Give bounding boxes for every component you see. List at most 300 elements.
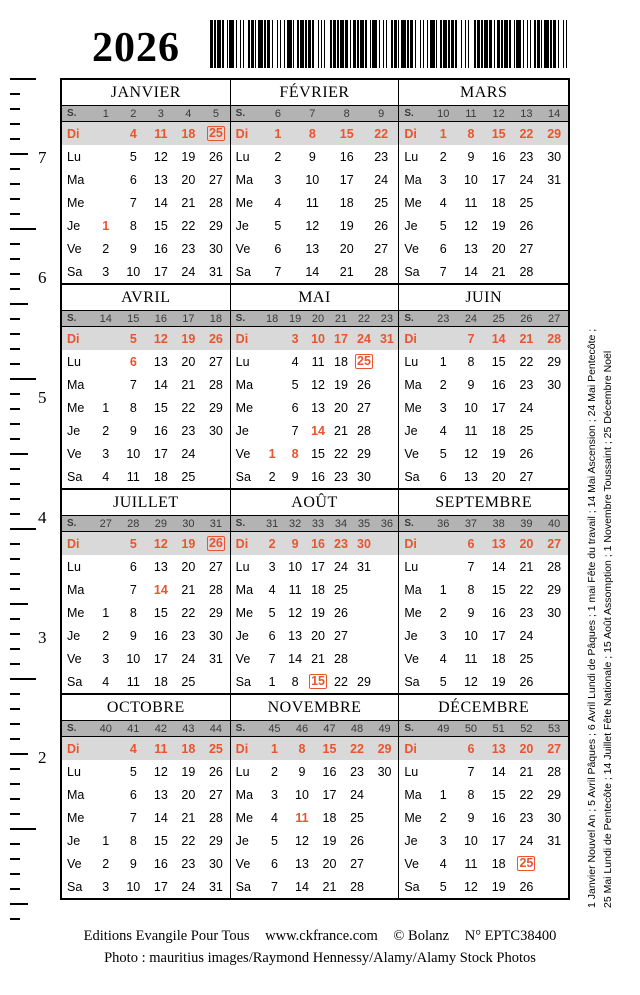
ruler-tick — [10, 273, 20, 275]
ruler-tick — [10, 663, 20, 665]
date-cell: 18 — [339, 195, 354, 210]
date-cell: 3 — [102, 446, 110, 461]
date-cell — [92, 788, 120, 802]
day-name: Je — [67, 628, 81, 643]
date-cell: 1 — [102, 400, 110, 415]
week-number: 33 — [311, 517, 325, 530]
week-number: 43 — [182, 722, 195, 735]
ruler-tick — [10, 348, 20, 350]
date-cell — [540, 447, 568, 461]
holiday-date: 19 — [181, 331, 196, 346]
date-cell — [92, 811, 120, 825]
date-cell: 22 — [181, 400, 196, 415]
date-cell — [375, 355, 398, 369]
date-cell: 11 — [126, 674, 140, 689]
date-cell: 11 — [464, 195, 478, 210]
date-cell: 21 — [334, 423, 348, 438]
date-cell — [540, 742, 568, 756]
date-cell: 6 — [129, 559, 137, 574]
date-cell — [352, 537, 375, 551]
date-cell — [261, 355, 284, 369]
week-number: 5 — [212, 107, 219, 120]
day-row — [399, 601, 568, 624]
holiday-date: 30 — [357, 536, 371, 551]
day-row — [231, 350, 399, 373]
date-cell — [371, 811, 399, 825]
holiday-date: 5 — [129, 331, 137, 346]
date-cell — [513, 332, 541, 346]
date-cell — [175, 127, 203, 141]
date-cell — [92, 583, 120, 597]
holiday-date: 20 — [519, 741, 534, 756]
date-cell: 19 — [181, 764, 196, 779]
day-name: Ma — [67, 377, 85, 392]
photo-credit: Photo : mauritius images/Raymond Hennessy/Alamy/Alamy Stock Photos — [104, 950, 536, 966]
holiday-date: 23 — [334, 536, 348, 551]
date-cell: 18 — [334, 354, 348, 369]
date-cell: 1 — [102, 833, 110, 848]
date-cell: 2 — [439, 605, 447, 620]
week-number: 27 — [99, 517, 112, 530]
date-cell — [330, 332, 353, 346]
date-cell: 6 — [291, 400, 299, 415]
date-cell — [540, 470, 568, 484]
date-cell: 23 — [519, 149, 534, 164]
holiday-date: 8 — [308, 126, 316, 141]
holiday-date: 14 — [491, 331, 506, 346]
ruler-tick — [10, 648, 20, 650]
date-cell: 19 — [334, 377, 348, 392]
date-cell — [352, 583, 375, 597]
day-row — [62, 214, 230, 237]
week-number: 31 — [209, 517, 223, 530]
week-number: 39 — [520, 517, 533, 530]
date-cell: 26 — [519, 879, 534, 894]
day-name: Sa — [404, 264, 420, 279]
date-cell — [284, 332, 307, 346]
date-cell — [540, 401, 568, 415]
date-cell: 3 — [102, 879, 110, 894]
ruler-tick — [10, 453, 28, 455]
date-cell: 20 — [181, 787, 196, 802]
day-row — [62, 191, 230, 214]
date-cell — [261, 378, 284, 392]
date-cell — [540, 219, 568, 233]
week-label: S. — [404, 723, 414, 734]
quarter-block — [62, 285, 568, 490]
date-cell: 16 — [311, 469, 325, 484]
date-cell — [485, 742, 513, 756]
holiday-date: 15 — [339, 126, 354, 141]
date-cell — [375, 560, 398, 574]
date-cell — [429, 765, 457, 779]
date-cell — [375, 378, 398, 392]
date-cell: 3 — [439, 833, 447, 848]
ruler-tick — [10, 438, 20, 440]
week-number: 52 — [520, 722, 533, 735]
date-cell: 27 — [208, 354, 223, 369]
ruler-tick — [10, 258, 20, 260]
day-row — [399, 214, 568, 237]
day-row — [62, 760, 230, 783]
holiday-date: 26 — [208, 331, 223, 346]
date-cell: 10 — [126, 446, 141, 461]
week-number: 37 — [464, 517, 478, 530]
date-cell: 12 — [463, 218, 478, 233]
date-cell — [120, 742, 148, 756]
date-cell: 2 — [102, 856, 110, 871]
date-cell: 30 — [377, 764, 392, 779]
ruler-label: 2 — [38, 748, 47, 767]
date-cell: 26 — [208, 149, 223, 164]
date-cell: 29 — [208, 833, 223, 848]
week-label: S. — [235, 518, 246, 529]
date-cell: 24 — [334, 559, 348, 574]
week-number: 1 — [102, 107, 109, 120]
date-cell: 19 — [491, 218, 506, 233]
ruler-tick — [10, 798, 20, 800]
day-row — [399, 373, 568, 396]
date-cell — [352, 652, 375, 666]
day-row — [399, 852, 568, 875]
date-cell: 30 — [208, 856, 223, 871]
date-cell: 9 — [129, 423, 137, 438]
week-number: 12 — [492, 107, 505, 120]
date-cell — [457, 537, 485, 551]
date-cell — [375, 629, 398, 643]
date-cell — [375, 652, 398, 666]
week-number: 50 — [464, 722, 478, 735]
date-cell: 13 — [153, 787, 168, 802]
date-cell — [429, 537, 457, 551]
holiday-date: 15 — [491, 126, 506, 141]
date-cell: 16 — [491, 149, 506, 164]
date-cell — [540, 242, 568, 256]
holiday-date: 29 — [377, 741, 392, 756]
holiday-date: 4 — [129, 126, 137, 141]
date-cell: 30 — [208, 423, 223, 438]
date-cell: 11 — [305, 195, 319, 210]
month-title: DÉCEMBRE — [399, 695, 568, 721]
day-name: Ve — [235, 446, 251, 461]
date-cell: 13 — [153, 172, 168, 187]
date-cell — [261, 127, 295, 141]
day-row — [231, 555, 399, 578]
month-octobre — [62, 695, 231, 898]
day-row — [399, 783, 568, 806]
date-cell: 3 — [270, 787, 278, 802]
date-cell: 14 — [153, 195, 168, 210]
date-cell: 12 — [153, 149, 168, 164]
date-cell — [371, 742, 399, 756]
day-name: Je — [404, 628, 418, 643]
date-cell: 8 — [129, 833, 137, 848]
date-cell: 8 — [467, 582, 475, 597]
holiday-date: 21 — [519, 331, 534, 346]
ruler-tick — [10, 303, 28, 305]
date-cell: 7 — [274, 264, 282, 279]
holiday-date: 22 — [350, 741, 364, 756]
date-cell: 20 — [322, 856, 337, 871]
day-row — [62, 260, 230, 283]
week-label: S. — [235, 108, 246, 119]
month-title: OCTOBRE — [62, 695, 230, 721]
date-cell: 19 — [322, 833, 337, 848]
week-number: 27 — [548, 312, 561, 325]
date-cell: 23 — [181, 241, 196, 256]
day-row — [62, 122, 230, 145]
day-name: Di — [67, 536, 80, 551]
day-name: Lu — [235, 559, 250, 574]
date-cell: 12 — [463, 674, 478, 689]
day-name: Ma — [67, 582, 85, 597]
week-numbers-row — [399, 516, 568, 532]
day-name: Ve — [404, 651, 419, 666]
date-cell: 17 — [153, 446, 168, 461]
date-cell: 30 — [357, 469, 371, 484]
date-cell — [147, 742, 175, 756]
day-row — [399, 191, 568, 214]
day-name: Ve — [404, 241, 419, 256]
holiday-date: 18 — [181, 741, 196, 756]
date-cell: 17 — [491, 628, 506, 643]
date-cell: 27 — [374, 241, 389, 256]
day-row — [62, 350, 230, 373]
date-cell: 14 — [491, 559, 506, 574]
ruler-tick — [10, 528, 36, 530]
date-cell: 26 — [208, 764, 223, 779]
date-cell: 6 — [270, 856, 278, 871]
date-cell: 29 — [208, 400, 223, 415]
date-cell: 15 — [491, 582, 506, 597]
day-name: Sa — [235, 879, 251, 894]
ruler-label: 3 — [38, 628, 47, 647]
date-cell — [202, 126, 230, 141]
date-cell: 18 — [311, 582, 325, 597]
date-cell — [175, 742, 203, 756]
date-cell — [371, 834, 399, 848]
day-row — [399, 829, 568, 852]
date-cell: 21 — [519, 764, 534, 779]
date-cell — [375, 332, 398, 346]
date-cell: 22 — [181, 218, 196, 233]
day-name: Me — [404, 400, 422, 415]
website-link[interactable]: www.ckfrance.com — [265, 928, 378, 944]
holiday-date: 15 — [322, 741, 337, 756]
day-name: Di — [235, 536, 249, 551]
date-cell — [202, 332, 230, 346]
day-name: Sa — [404, 879, 420, 894]
date-cell: 18 — [491, 856, 506, 871]
date-cell: 24 — [519, 172, 534, 187]
week-label: S. — [404, 108, 414, 119]
date-cell: 21 — [322, 879, 337, 894]
date-cell — [120, 355, 148, 369]
date-cell: 20 — [334, 400, 348, 415]
day-name: Lu — [67, 149, 81, 164]
day-row — [399, 806, 568, 829]
month-mai — [231, 285, 400, 488]
date-cell: 31 — [547, 172, 562, 187]
day-name: Di — [404, 536, 417, 551]
ruler-tick — [10, 873, 20, 875]
day-row — [399, 624, 568, 647]
date-cell: 22 — [519, 582, 534, 597]
day-row — [231, 442, 399, 465]
day-row — [62, 624, 230, 647]
date-cell — [307, 674, 330, 689]
week-number: 9 — [378, 107, 385, 120]
date-cell: 2 — [102, 423, 110, 438]
week-number: 4 — [185, 107, 192, 120]
date-cell: 22 — [519, 354, 534, 369]
month-title: JANVIER — [62, 80, 230, 106]
ruler-tick — [10, 393, 20, 395]
date-cell — [540, 424, 568, 438]
day-row — [399, 532, 568, 555]
date-cell: 4 — [270, 810, 278, 825]
day-row — [62, 373, 230, 396]
date-cell: 26 — [374, 218, 389, 233]
day-name: Lu — [67, 559, 81, 574]
date-cell: 20 — [181, 559, 196, 574]
date-cell: 30 — [208, 241, 223, 256]
holiday-date: 11 — [295, 810, 309, 825]
date-cell: 23 — [181, 856, 196, 871]
date-cell: 29 — [547, 582, 562, 597]
date-cell: 29 — [208, 218, 223, 233]
day-row — [62, 396, 230, 419]
date-cell — [330, 537, 353, 551]
day-row — [231, 373, 399, 396]
day-row — [231, 168, 399, 191]
reference-label: N° EPTC38400 — [464, 928, 557, 944]
day-name: Me — [404, 195, 422, 210]
date-cell: 23 — [374, 149, 389, 164]
week-number: 6 — [274, 107, 281, 120]
ruler-tick — [10, 168, 20, 170]
date-cell: 15 — [491, 354, 506, 369]
day-row — [399, 760, 568, 783]
holiday-date: 14 — [153, 582, 168, 597]
month-août — [231, 490, 400, 693]
date-cell: 11 — [464, 423, 478, 438]
date-cell — [92, 173, 120, 187]
date-cell — [540, 332, 568, 346]
holiday-date: 1 — [439, 126, 447, 141]
ruler-tick — [10, 588, 20, 590]
week-number: 23 — [380, 312, 394, 325]
date-cell: 13 — [311, 400, 325, 415]
day-name: Me — [67, 195, 85, 210]
date-cell — [485, 127, 513, 141]
ruler-tick — [10, 183, 20, 185]
date-cell — [92, 378, 120, 392]
date-cell: 27 — [208, 559, 223, 574]
holiday-date: 8 — [467, 126, 475, 141]
day-row — [231, 214, 399, 237]
month-title: MARS — [399, 80, 568, 106]
week-number: 47 — [323, 722, 336, 735]
date-cell: 1 — [268, 674, 276, 689]
day-row — [231, 260, 399, 283]
date-cell — [261, 742, 289, 756]
day-name: Sa — [67, 469, 83, 484]
month-juin — [399, 285, 568, 488]
date-cell: 17 — [491, 172, 506, 187]
date-cell — [429, 742, 457, 756]
date-cell: 27 — [519, 241, 534, 256]
date-cell — [429, 332, 457, 346]
date-cell: 14 — [295, 879, 309, 894]
week-numbers-row — [62, 516, 230, 532]
day-row — [399, 465, 568, 488]
day-name: Di — [67, 741, 80, 756]
week-number: 2 — [130, 107, 137, 120]
date-cell — [513, 856, 541, 871]
date-cell: 4 — [439, 195, 447, 210]
day-name: Lu — [67, 354, 81, 369]
calendar-grid — [60, 78, 570, 900]
date-cell: 13 — [295, 856, 309, 871]
day-name: Ma — [404, 787, 422, 802]
week-number: 41 — [127, 722, 140, 735]
date-cell — [540, 675, 568, 689]
week-numbers-row — [62, 311, 230, 327]
date-cell: 15 — [491, 787, 506, 802]
ruler-tick — [10, 378, 36, 380]
date-cell: 19 — [491, 674, 506, 689]
date-cell: 16 — [153, 856, 168, 871]
date-cell: 21 — [181, 377, 196, 392]
month-title: JUILLET — [62, 490, 230, 516]
day-name: Ve — [235, 651, 251, 666]
week-label: S. — [67, 518, 77, 529]
day-row — [231, 829, 399, 852]
date-cell — [92, 196, 120, 210]
date-cell: 2 — [270, 764, 278, 779]
date-cell: 31 — [208, 264, 223, 279]
ruler-tick — [10, 213, 20, 215]
date-cell: 31 — [208, 651, 223, 666]
date-cell: 12 — [463, 879, 478, 894]
ruler-tick — [10, 483, 20, 485]
quarter-block — [62, 490, 568, 695]
date-cell: 25 — [519, 651, 534, 666]
date-cell — [375, 606, 398, 620]
day-row — [231, 191, 399, 214]
date-cell — [375, 401, 398, 415]
holidays-legend — [574, 78, 634, 918]
week-number: 16 — [154, 312, 167, 325]
day-row — [62, 670, 230, 693]
date-cell: 27 — [208, 172, 223, 187]
holiday-date: 2 — [268, 536, 276, 551]
date-cell: 7 — [129, 195, 137, 210]
date-cell: 27 — [350, 856, 364, 871]
quarter-block — [62, 695, 568, 898]
date-cell: 9 — [129, 241, 137, 256]
date-cell: 4 — [268, 582, 276, 597]
ruler-tick — [10, 468, 20, 470]
date-cell: 22 — [334, 674, 348, 689]
date-cell — [261, 537, 284, 551]
date-cell: 23 — [181, 628, 196, 643]
date-cell: 12 — [463, 446, 478, 461]
date-cell: 3 — [274, 172, 282, 187]
day-row — [399, 670, 568, 693]
date-cell — [352, 354, 375, 369]
